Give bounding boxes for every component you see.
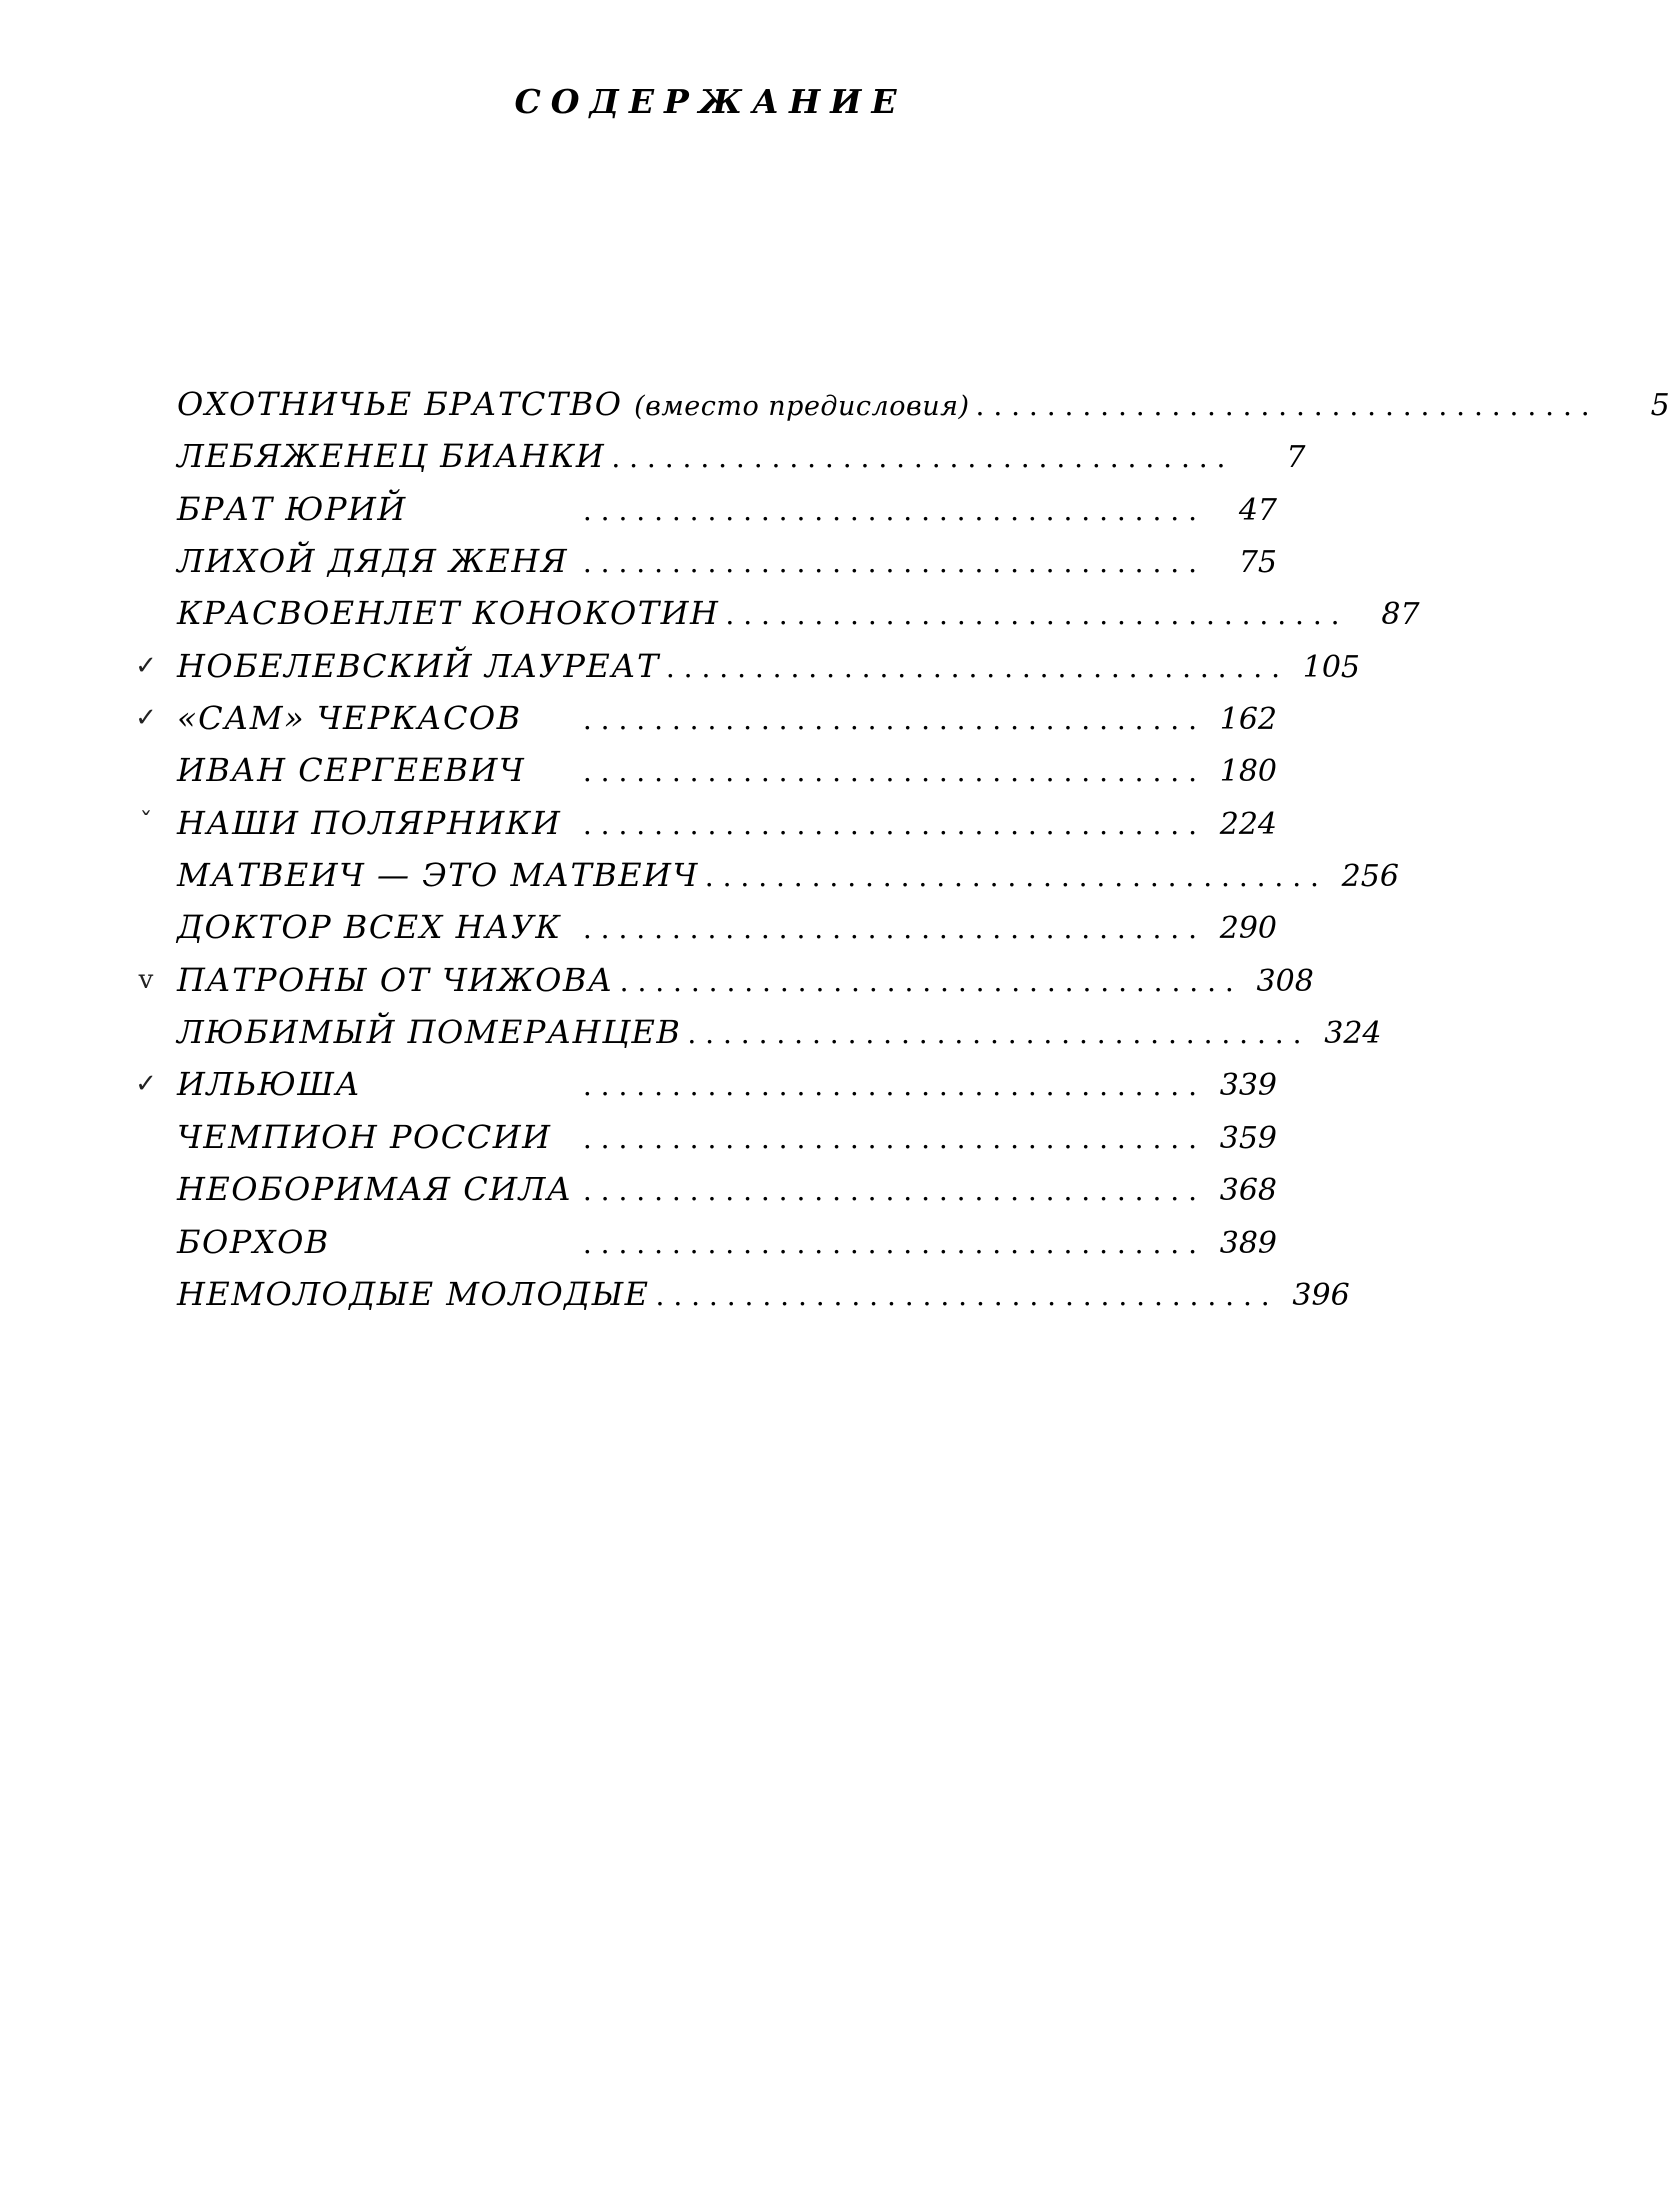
pencil-check-mark: ˇ <box>139 807 153 838</box>
dot-leader: . . . . . . . . . . . . . . . . . . . . . . . . . . . . . . . . . . . <box>975 389 1590 422</box>
toc-entry[interactable] <box>0 699 1421 751</box>
toc-entry-title: ДОКТОР ВСЕХ НАУК <box>177 908 562 947</box>
toc-entry[interactable] <box>0 856 1421 908</box>
toc-page-number: 256 <box>1341 859 1399 895</box>
table-of-contents <box>0 385 1670 1327</box>
toc-page-number: 75 <box>1238 545 1277 581</box>
toc-page-number: 180 <box>1219 754 1277 790</box>
toc-entry[interactable] <box>0 1170 1421 1222</box>
toc-entry-title: КРАСВОЕНЛЕТ КОНОКОТИН <box>177 594 720 633</box>
toc-page-number: 324 <box>1324 1016 1382 1052</box>
dot-leader: . . . . . . . . . . . . . . . . . . . . . . . . . . . . . . . . . . . <box>582 1226 1197 1260</box>
toc-page-number: 47 <box>1238 492 1277 528</box>
toc-entry-title: ЛЕБЯЖЕНЕЦ БИАНКИ <box>177 437 606 476</box>
dot-leader: . . . . . . . . . . . . . . . . . . . . . . . . . . . . . . . . . . . <box>582 1121 1197 1155</box>
dot-leader: . . . . . . . . . . . . . . . . . . . . . . . . . . . . . . . . . . . <box>665 650 1280 684</box>
toc-entry[interactable] <box>0 804 1421 856</box>
toc-entry[interactable] <box>0 437 1421 489</box>
toc-entry-title: БРАТ ЮРИЙ <box>177 489 407 528</box>
toc-page-number: 162 <box>1219 702 1277 738</box>
toc-entry[interactable] <box>0 594 1421 646</box>
toc-entry[interactable] <box>0 1065 1421 1117</box>
toc-entry-title: ИЛЬЮША <box>177 1065 362 1104</box>
toc-entry-title: НОБЕЛЕВСКИЙ ЛАУРЕАТ <box>177 646 660 685</box>
toc-entry-title: ИВАН СЕРГЕЕВИЧ <box>177 751 526 790</box>
toc-entry[interactable] <box>0 751 1421 803</box>
toc-entry-subtitle: (вместо предисловия) <box>634 391 970 422</box>
toc-page-number: 105 <box>1302 649 1360 685</box>
dot-leader: . . . . . . . . . . . . . . . . . . . . . . . . . . . . . . . . . . . <box>582 755 1197 789</box>
toc-entry[interactable] <box>0 908 1421 960</box>
dot-leader: . . . . . . . . . . . . . . . . . . . . . . . . . . . . . . . . . . . <box>687 1017 1302 1051</box>
toc-entry-title: НЕМОЛОДЫЕ МОЛОДЫЕ <box>177 1274 650 1313</box>
dot-leader: . . . . . . . . . . . . . . . . . . . . . . . . . . . . . . . . . . . <box>582 912 1197 946</box>
toc-entry[interactable] <box>0 385 1670 437</box>
toc-page-number: 368 <box>1219 1173 1277 1209</box>
toc-entry-title: НАШИ ПОЛЯРНИКИ <box>177 803 562 842</box>
toc-entry-title: БОРХОВ <box>177 1222 330 1261</box>
toc-page-number: 308 <box>1256 963 1314 999</box>
dot-leader: . . . . . . . . . . . . . . . . . . . . . . . . . . . . . . . . . . . <box>611 441 1226 475</box>
toc-entry[interactable] <box>0 1118 1421 1170</box>
toc-page-number: 290 <box>1219 911 1277 947</box>
toc-page-number: 389 <box>1219 1225 1277 1261</box>
dot-leader: . . . . . . . . . . . . . . . . . . . . . . . . . . . . . . . . . . . <box>655 1278 1270 1312</box>
dot-leader: . . . . . . . . . . . . . . . . . . . . . . . . . . . . . . . . . . . <box>582 1174 1197 1208</box>
dot-leader: . . . . . . . . . . . . . . . . . . . . . . . . . . . . . . . . . . . <box>725 598 1340 632</box>
dot-leader: . . . . . . . . . . . . . . . . . . . . . . . . . . . . . . . . . . . <box>704 860 1319 894</box>
toc-entry[interactable] <box>0 647 1421 699</box>
dot-leader: . . . . . . . . . . . . . . . . . . . . . . . . . . . . . . . . . . . <box>619 964 1234 998</box>
toc-page-number: 87 <box>1381 597 1420 633</box>
toc-entry-title: МАТВЕИЧ — ЭТО МАТВЕИЧ <box>177 856 699 895</box>
toc-entry-title: «САМ» ЧЕРКАСОВ <box>177 699 522 738</box>
toc-entry-title-text: ОХОТНИЧЬЕ БРАТСТВО <box>177 385 623 423</box>
pencil-check-mark: ✓ <box>135 1069 157 1100</box>
toc-entry[interactable] <box>0 1013 1421 1065</box>
toc-entry-title <box>177 385 970 423</box>
dot-leader: . . . . . . . . . . . . . . . . . . . . . . . . . . . . . . . . . . . <box>582 807 1197 841</box>
toc-entry-title: ЧЕМПИОН РОССИИ <box>177 1117 552 1156</box>
toc-entry[interactable] <box>0 490 1421 542</box>
dot-leader: . . . . . . . . . . . . . . . . . . . . . . . . . . . . . . . . . . . <box>582 1069 1197 1103</box>
pencil-check-mark: ✓ <box>135 650 157 681</box>
toc-page-number: 224 <box>1219 806 1277 842</box>
pencil-check-mark: ✓ <box>135 703 157 734</box>
toc-entry-title: ЛИХОЙ ДЯДЯ ЖЕНЯ <box>177 542 569 581</box>
page-title: СОДЕРЖАНИЕ <box>514 82 907 121</box>
toc-entry[interactable] <box>0 542 1421 594</box>
toc-page-number: 7 <box>1286 440 1306 476</box>
pencil-check-mark: v <box>138 964 154 995</box>
dot-leader: . . . . . . . . . . . . . . . . . . . . . . . . . . . . . . . . . . . <box>582 546 1197 580</box>
toc-page-number: 339 <box>1219 1068 1277 1104</box>
dot-leader: . . . . . . . . . . . . . . . . . . . . . . . . . . . . . . . . . . . <box>582 493 1197 527</box>
toc-entry-title: НЕОБОРИМАЯ СИЛА <box>177 1170 573 1209</box>
toc-entry-title: ЛЮБИМЫЙ ПОМЕРАНЦЕВ <box>177 1013 682 1052</box>
toc-entry[interactable] <box>0 1223 1421 1275</box>
toc-entry[interactable] <box>0 961 1421 1013</box>
toc-page-number: 5 <box>1650 388 1670 423</box>
dot-leader: . . . . . . . . . . . . . . . . . . . . . . . . . . . . . . . . . . . <box>582 703 1197 737</box>
toc-page-number: 359 <box>1219 1120 1277 1156</box>
toc-page-number: 396 <box>1292 1277 1350 1313</box>
toc-entry-title: ПАТРОНЫ ОТ ЧИЖОВА <box>177 960 614 999</box>
toc-entry[interactable] <box>0 1275 1421 1327</box>
